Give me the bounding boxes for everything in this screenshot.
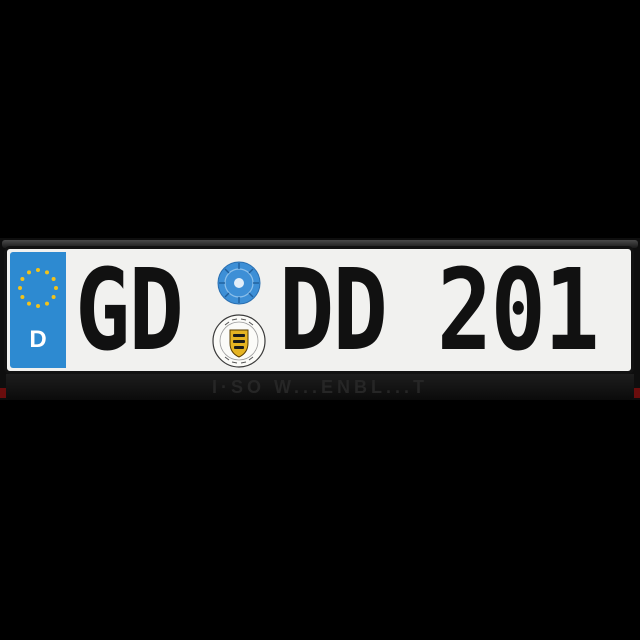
eu-band	[10, 252, 66, 368]
car-body-edge-right	[634, 388, 640, 398]
plate-number: 201	[437, 246, 598, 374]
series-letters: DD	[279, 246, 387, 374]
inspection-sticker-icon	[217, 261, 261, 305]
dealer-imprint: I·SO W...ENBL...T	[212, 377, 428, 397]
plate-holder-strip	[6, 374, 634, 400]
state-seal-icon	[211, 313, 267, 369]
eu-stars-icon	[16, 266, 60, 310]
license-plate	[4, 246, 634, 374]
district-code: GD	[75, 246, 183, 374]
car-body-edge-left	[0, 388, 6, 398]
country-code: D	[29, 326, 47, 353]
